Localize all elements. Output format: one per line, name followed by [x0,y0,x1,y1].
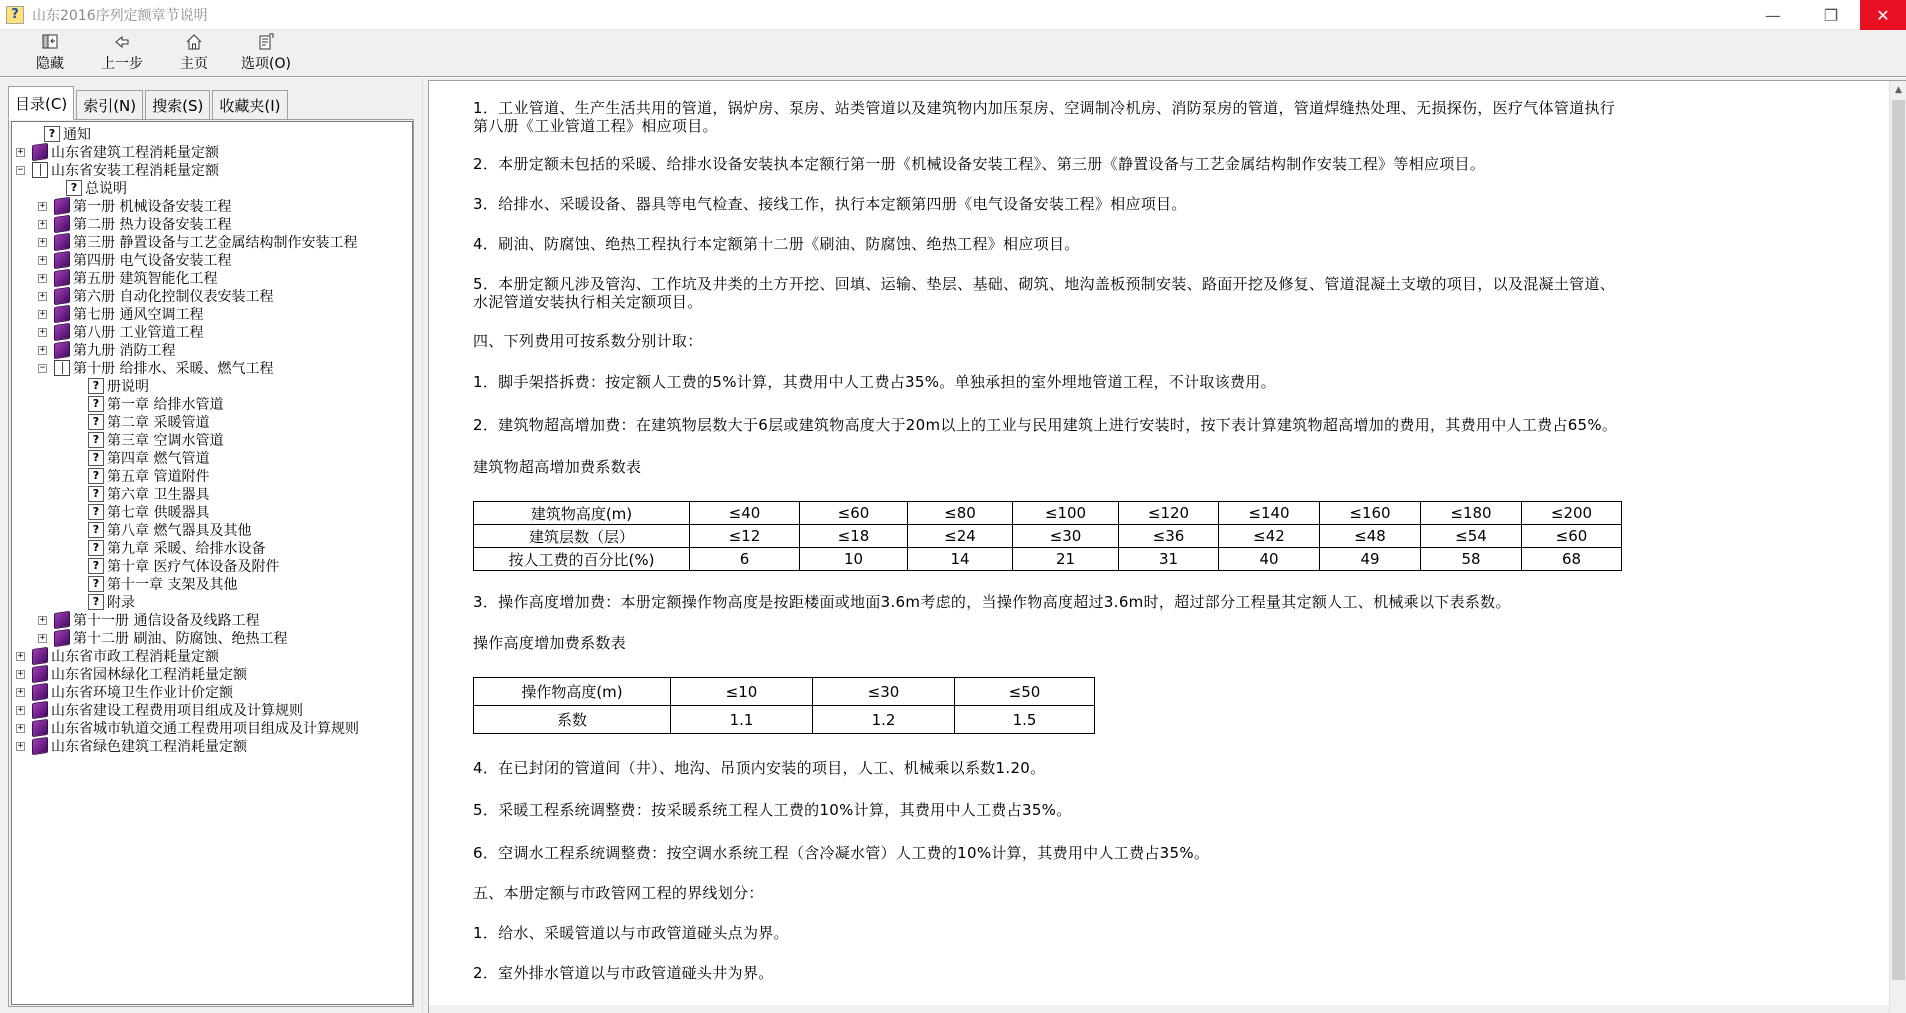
tab-favorites[interactable]: 收藏夹(I) [212,90,287,120]
book-closed-icon [32,143,48,161]
table-cell: ≤80 [908,502,1013,525]
help-page-icon: ? [88,522,104,538]
table-cell: ≤60 [1522,525,1622,548]
table-cell: ≤60 [800,502,908,525]
table-cell: ≤24 [908,525,1013,548]
paragraph: 2．建筑物超高增加费：在建筑物层数大于6层或建筑物高度大于20m以上的工业与民用建筑上进行安装时，按下表计算建筑物超高增加的费用，其费用中人工费占65%。 [473,416,1618,434]
table-cell: ≤40 [690,502,800,525]
expand-icon[interactable]: + [39,614,46,625]
help-page-icon: ? [88,450,104,466]
window-controls [1744,0,1906,30]
table-cell: ≤10 [671,678,813,706]
options-icon [256,32,276,52]
help-page-icon: ? [88,414,104,430]
tree-item-install[interactable]: − 山东省安装工程消耗量定额 [17,163,219,179]
paragraph: 6．空调水工程系统调整费：按空调水系统工程（含冷凝水管）人工费的10%计算，其费用中人工费占35%。 [473,844,1210,862]
hide-label: 隐藏 [36,56,64,72]
tree-item-chapter3[interactable]: ? 第三章 空调水管道 [88,431,223,449]
tree-item-chapter6[interactable]: ? 第六章 卫生器具 [88,485,209,503]
tree-item-book9[interactable]: + 第九册 消防工程 [38,341,175,359]
home-button[interactable] [158,30,230,74]
table-row [474,706,1095,734]
paragraph: 第八册《工业管道工程》相应项目。 [473,117,718,135]
expand-icon[interactable]: + [17,704,24,715]
help-page-icon: ? [88,576,104,592]
table-row [474,678,1095,706]
paragraph: 1．脚手架搭拆费：按定额人工费的5%计算，其费用中人工费占35%。单独承担的室外埋地管道工程，不计取该费用。 [473,373,1276,391]
tab-contents[interactable]: 目录(C) [8,86,74,120]
book-closed-icon [54,341,70,359]
expand-icon[interactable]: + [39,344,46,355]
table-cell: 1.5 [955,706,1095,734]
table-cell: ≤18 [800,525,908,548]
help-page-icon: ? [88,378,104,394]
help-page-icon: ? [88,594,104,610]
tree-item-chapter7[interactable]: ? 第七章 供暖器具 [88,503,209,521]
tree-item-building[interactable]: + 山东省建筑工程消耗量定额 [16,143,219,161]
toolbar [0,30,1906,76]
help-page-icon: ? [88,486,104,502]
expand-icon[interactable]: + [39,218,46,229]
options-label: 选项(O) [241,56,291,72]
topic-content [428,80,1906,1013]
tree-item-chapter10[interactable]: ? 第十章 医疗气体设备及附件 [88,557,279,575]
tree-item-book11[interactable]: + 第十一册 通信设备及线路工程 [38,611,259,629]
table-cell: 21 [1013,548,1119,571]
home-icon [184,32,204,52]
options-button[interactable] [230,30,302,74]
table-cell: ≤140 [1219,502,1320,525]
tree-item-book2[interactable]: + 第二册 热力设备安装工程 [38,215,231,233]
hide-button[interactable] [14,30,86,74]
tree-item-notice[interactable]: ? 通知 [44,125,91,143]
expand-icon[interactable]: + [39,236,46,247]
tree-item-book6[interactable]: + 第六册 自动化控制仪表安装工程 [38,287,273,305]
table-cell: 31 [1119,548,1219,571]
tree-item-book5[interactable]: + 第五册 建筑智能化工程 [38,269,217,287]
expand-icon[interactable]: + [39,290,46,301]
section-heading: 五、本册定额与市政管网工程的界线划分： [473,884,764,902]
table-cell: ≤36 [1119,525,1219,548]
book-closed-icon [54,197,70,215]
tree-item-book7[interactable]: + 第七册 通风空调工程 [38,305,203,323]
book-closed-icon [32,665,48,683]
tree-item-book8[interactable]: + 第八册 工业管道工程 [38,323,203,341]
contents-tree[interactable] [11,121,413,1005]
hide-pane-icon [40,32,60,52]
book-closed-icon [54,251,70,269]
expand-icon[interactable]: + [39,632,46,643]
back-button[interactable] [86,30,158,74]
paragraph: 4．刷油、防腐蚀、绝热工程执行本定额第十二册《刷油、防腐蚀、绝热工程》相应项目。 [473,235,1080,253]
horizontal-scrollbar[interactable] [429,1005,1889,1013]
tree-item-book3[interactable]: + 第三册 静置设备与工艺金属结构制作安装工程 [38,233,357,251]
paragraph: 2．本册定额未包括的采暖、给排水设备安装执本定额行第一册《机械设备安装工程》、第三册《静置设备与工艺金属结构制作安装工程》等相应项目。 [473,155,1486,173]
tree-item-book1[interactable]: + 第一册 机械设备安装工程 [38,197,231,215]
book-closed-icon [32,719,48,737]
help-page-icon: ? [88,504,104,520]
expand-icon[interactable]: + [17,686,24,697]
expand-icon[interactable]: + [17,650,24,661]
tab-body [8,119,414,1007]
book-closed-icon [32,683,48,701]
tree-item-intro[interactable]: ? 册说明 [88,377,149,395]
tree-item-book12[interactable]: + 第十二册 刷油、防腐蚀、绝热工程 [38,629,287,647]
navigation-pane [0,78,422,1013]
table-cell: ≤120 [1119,502,1219,525]
help-page-icon: ? [88,432,104,448]
collapse-icon[interactable]: − [39,362,46,373]
table-cell: 操作物高度(m) [474,678,671,706]
height-surcharge-table [473,501,1622,571]
tree-item-book10[interactable]: − 第十册 给排水、采暖、燃气工程 [39,361,274,377]
paragraph: 1．给水、采暖管道以与市政管道碰头点为界。 [473,924,789,942]
book-closed-icon [54,629,70,647]
table-cell: ≤30 [813,678,955,706]
table-cell: ≤54 [1421,525,1522,548]
table-caption: 操作高度增加费系数表 [473,634,627,652]
table-cell: 14 [908,548,1013,571]
book-closed-icon [54,269,70,287]
table-cell: 1.1 [671,706,813,734]
table-cell: 1.2 [813,706,955,734]
paragraph: 3．给排水、采暖设备、器具等电气检查、接线工作，执行本定额第四册《电气设备安装工程》相应项目。 [473,195,1187,213]
table-cell: 10 [800,548,908,571]
table-cell: ≤200 [1522,502,1622,525]
home-label: 主页 [180,56,208,72]
expand-icon[interactable]: + [39,254,46,265]
table-cell: 40 [1219,548,1320,571]
table-cell: ≤180 [1421,502,1522,525]
tree-item-sanitation[interactable]: + 山东省环境卫生作业计价定额 [16,683,233,701]
book-closed-icon [32,737,48,755]
tree-item-chapter4[interactable]: ? 第四章 燃气管道 [88,449,209,467]
expand-icon[interactable]: + [39,308,46,319]
table-cell: ≤100 [1013,502,1119,525]
table-cell: 系数 [474,706,671,734]
back-label: 上一步 [101,56,143,72]
book-closed-icon [32,701,48,719]
paragraph: 5．本册定额凡涉及管沟、工作坑及井类的土方开挖、回填、运输、垫层、基础、砌筑、地沟盖板预制安装、路面开挖及修复、管道混凝土支墩的项目，以及混凝土管道、 [473,275,1616,293]
operation-height-table [473,677,1095,734]
tree-item-chapter2[interactable]: ? 第二章 采暖管道 [88,413,209,431]
collapse-icon[interactable]: − [17,164,24,175]
section-heading: 四、下列费用可按系数分别计取： [473,332,703,350]
expand-icon[interactable]: + [17,668,24,679]
tab-search[interactable]: 搜索(S) [145,90,210,120]
expand-icon[interactable]: + [17,722,24,733]
book-closed-icon [54,611,70,629]
window-title: 山东2016序列定额章节说明 [32,7,208,24]
tree-item-book4[interactable]: + 第四册 电气设备安装工程 [38,251,231,269]
table-cell: ≤30 [1013,525,1119,548]
expand-icon[interactable]: + [39,272,46,283]
tree-item-chapter11[interactable]: ? 第十一章 支架及其他 [88,575,237,593]
tree-item-chapter9[interactable]: ? 第九章 采暖、给排水设备 [88,539,265,557]
tree-item-municipal[interactable]: + 山东省市政工程消耗量定额 [16,647,219,665]
tree-item-chapter5[interactable]: ? 第五章 管道附件 [88,467,209,485]
vertical-scrollbar[interactable] [1889,81,1906,1013]
table-cell: 58 [1421,548,1522,571]
nav-tabs [8,86,290,120]
book-closed-icon [54,323,70,341]
expand-icon[interactable]: + [39,326,46,337]
table-cell: ≤50 [955,678,1095,706]
book-open-icon [54,360,70,376]
paragraph: 3．操作高度增加费：本册定额操作物高度是按距楼面或地面3.6m考虑的，当操作物高度超过3.6m时，超过部分工程量其定额人工、机械乘以下表系数。 [473,593,1511,611]
help-page-icon: ? [88,468,104,484]
book-closed-icon [54,287,70,305]
book-closed-icon [54,233,70,251]
scrollbar-thumb[interactable] [1892,100,1905,980]
tree-item-chapter8[interactable]: ? 第八章 燃气器具及其他 [88,521,251,539]
paragraph: 5．采暖工程系统调整费：按采暖系统工程人工费的10%计算，其费用中人工费占35%。 [473,801,1072,819]
help-page-icon: ? [88,396,104,412]
maximize-button[interactable]: ❐ [1823,5,1839,25]
tree-item-appendix[interactable]: ? 附录 [88,593,135,611]
help-page-icon: ? [44,126,60,142]
book-closed-icon [54,305,70,323]
tree-item-cost[interactable]: + 山东省建设工程费用项目组成及计算规则 [16,701,303,719]
table-cell: 建筑物高度(m) [474,502,690,525]
expand-icon[interactable]: + [17,146,24,157]
paragraph: 4．在已封闭的管道间（井）、地沟、吊顶内安装的项目，人工、机械乘以系数1.20。 [473,759,1046,777]
table-cell: ≤42 [1219,525,1320,548]
close-button[interactable]: ✕ [1860,0,1906,30]
table-cell: 49 [1320,548,1421,571]
tree-item-chapter1[interactable]: ? 第一章 给排水管道 [88,395,223,413]
minimize-button[interactable]: — [1765,5,1781,25]
paragraph: 2．室外排水管道以与市政管道碰头井为界。 [473,964,774,982]
tree-item-green[interactable]: + 山东省绿色建筑工程消耗量定额 [16,737,247,755]
help-page-icon: ? [66,180,82,196]
title-bar [0,0,1906,30]
help-app-icon: ? [6,6,24,24]
tab-index[interactable]: 索引(N) [76,90,143,120]
back-arrow-icon [112,32,132,52]
table-row [474,548,1622,571]
help-page-icon: ? [88,540,104,556]
tree-item-garden[interactable]: + 山东省园林绿化工程消耗量定额 [16,665,247,683]
table-cell: ≤12 [690,525,800,548]
table-cell: ≤160 [1320,502,1421,525]
paragraph: 水泥管道安装执行相关定额项目。 [473,293,703,311]
table-cell: 建筑层数（层） [474,525,690,548]
expand-icon[interactable]: + [17,740,24,751]
book-closed-icon [54,215,70,233]
table-cell: 68 [1522,548,1622,571]
expand-icon[interactable]: + [39,200,46,211]
table-caption: 建筑物超高增加费系数表 [473,458,642,476]
table-cell: 按人工费的百分比(%) [474,548,690,571]
book-open-icon [32,162,48,178]
table-row [474,502,1622,525]
help-page-icon: ? [88,558,104,574]
book-closed-icon [32,647,48,665]
tree-item-rail[interactable]: + 山东省城市轨道交通工程费用项目组成及计算规则 [16,719,359,737]
paragraph: 1．工业管道、生产生活共用的管道，锅炉房、泵房、站类管道以及建筑物内加压泵房、空调制冷机房、消防泵房的管道，管道焊缝热处理、无损探伤，医疗气体管道执行 [473,99,1616,117]
table-row [474,525,1622,548]
tree-item-general[interactable]: ? 总说明 [66,179,127,197]
table-cell: ≤48 [1320,525,1421,548]
table-cell: 6 [690,548,800,571]
scroll-up-icon[interactable]: ▲ [1895,84,1902,95]
